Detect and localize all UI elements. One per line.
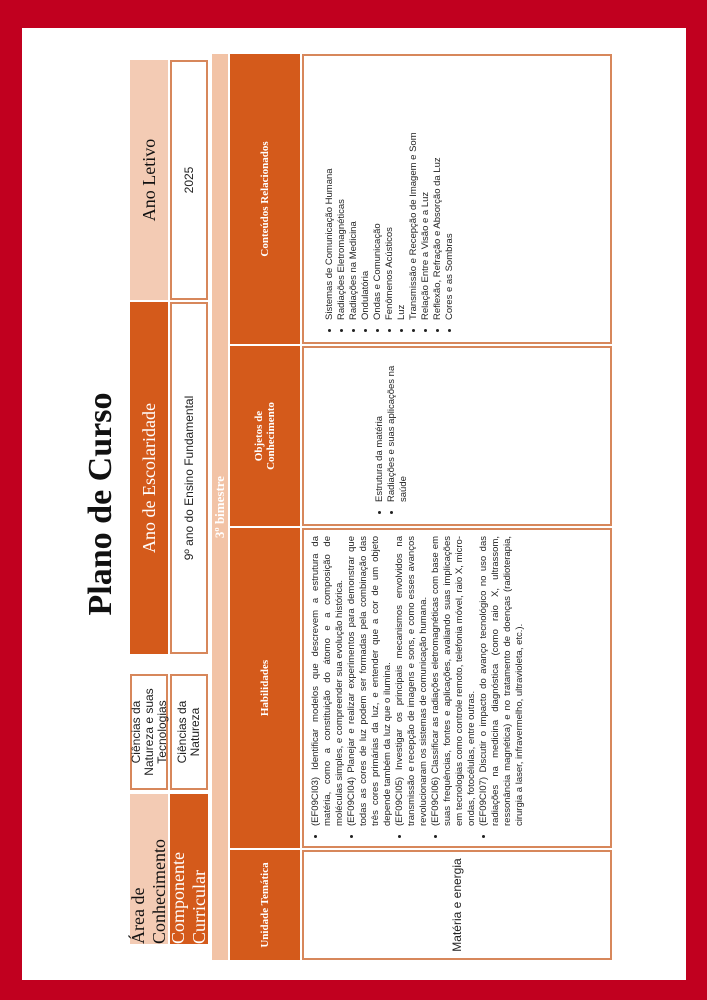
- list-item: • Fenômenos Acústicos: [384, 62, 396, 320]
- list-item: • Ondulatória: [360, 62, 372, 320]
- ano-letivo-value-row: [170, 60, 208, 300]
- ano-letivo-label-row: [130, 60, 168, 300]
- area-label: Área de Conhecimento: [130, 794, 168, 944]
- habilidades-list: [310, 536, 526, 842]
- header-left: [130, 674, 210, 944]
- ano-escolaridade-label: Ano de Escolaridade: [130, 302, 168, 654]
- list-item: • Radiações Eletromagnéticas: [336, 62, 348, 320]
- conteudos-cell: [302, 54, 612, 344]
- rotated-landscape-content: [22, 28, 686, 980]
- list-item: • Transmissão e Recepção de Imagem e Som: [408, 62, 420, 320]
- objetos-cell: [302, 346, 612, 526]
- list-item: • Radiações e suas aplicações na saúde: [386, 354, 410, 502]
- list-item: • (EF09CI04) Planejar e realizar experimentos para demonstrar que todas as cores de luz podem ser formadas pela combinação das três cores primárias da luz, e entender que a cor de um objeto depende também da luz que o ilumina.: [346, 536, 394, 826]
- unidade-cell: [302, 850, 612, 960]
- bimestre-banner: 3º bimestre: [212, 54, 228, 960]
- list-item: • (EF09CI06) Classificar as radiações eletromagnéticas com base em suas frequências, fontes e aplicações, avaliando suas implicações em tecnologias como controle remoto, telefonia móvel, raio X, micro-ondas, fotocélulas, entre outras.: [430, 536, 478, 826]
- list-item: • Reflexão, Refração e Absorção da Luz: [432, 62, 444, 320]
- header-right: [130, 60, 210, 300]
- list-item: • Cores e as Sombras: [444, 62, 456, 320]
- list-item: • Estrutura da matéria: [374, 354, 386, 502]
- list-item: • Radiações na Medicina: [348, 62, 360, 320]
- list-item: • Ondas e Comunicação: [372, 62, 384, 320]
- habilidades-cell: [302, 528, 612, 848]
- page-title: Plano de Curso: [82, 392, 119, 616]
- list-item: • (EF09CI05) Investigar os principais mecanismos envolvidos na transmissão e recepção de imagens e sons, e como esses avanços revolucionaram os sistemas de comunicação humana.: [394, 536, 430, 826]
- componente-row: [170, 674, 208, 944]
- componente-label: Componente Curricular: [170, 794, 208, 944]
- conteudos-list: [324, 62, 456, 336]
- ano-escolaridade-value: 9º ano do Ensino Fundamental: [170, 302, 208, 654]
- list-item: • Relação Entre a Visão e a Luz: [420, 62, 432, 320]
- document-page: [22, 28, 686, 980]
- ano-letivo-label: Ano Letivo: [130, 60, 168, 300]
- ano-escolaridade-value-row: [170, 302, 208, 654]
- col-conteudos-header: Conteúdos Relacionados: [230, 54, 300, 344]
- objetos-list: [374, 354, 410, 518]
- list-item: • (EF09CI03) Identificar modelos que descrevem a estrutura da matéria, como a constituição do átomo e a composição de moléculas simples, e compreender sua evolução histórica.: [310, 536, 346, 826]
- list-item: • Luz: [396, 62, 408, 320]
- list-item: • Sistemas de Comunicação Humana: [324, 62, 336, 320]
- col-habilidades-header: Habilidades: [230, 528, 300, 848]
- unidade-value: Matéria e energia: [450, 858, 464, 952]
- area-row: [130, 674, 168, 944]
- list-item: • (EF09CI07) Discutir o impacto do avanço tecnológico no uso das radiações na medicina diagnóstica (como raio X, ultrassom, ressonância magnética) e no tratamento de doenças (radioterapia, cirurgia a laser, infravermelho, ultravioleta, etc.).: [478, 536, 526, 826]
- header-middle: [130, 302, 210, 654]
- componente-value: Ciências da Natureza: [170, 674, 208, 790]
- col-unidade-header: Unidade Temática: [230, 850, 300, 960]
- col-objetos-header: Objetos de Conhecimento: [230, 346, 300, 526]
- ano-letivo-value: 2025: [170, 60, 208, 300]
- area-value: Ciências da Natureza e suas Tecnologias: [130, 674, 168, 790]
- ano-escolaridade-label-row: [130, 302, 168, 654]
